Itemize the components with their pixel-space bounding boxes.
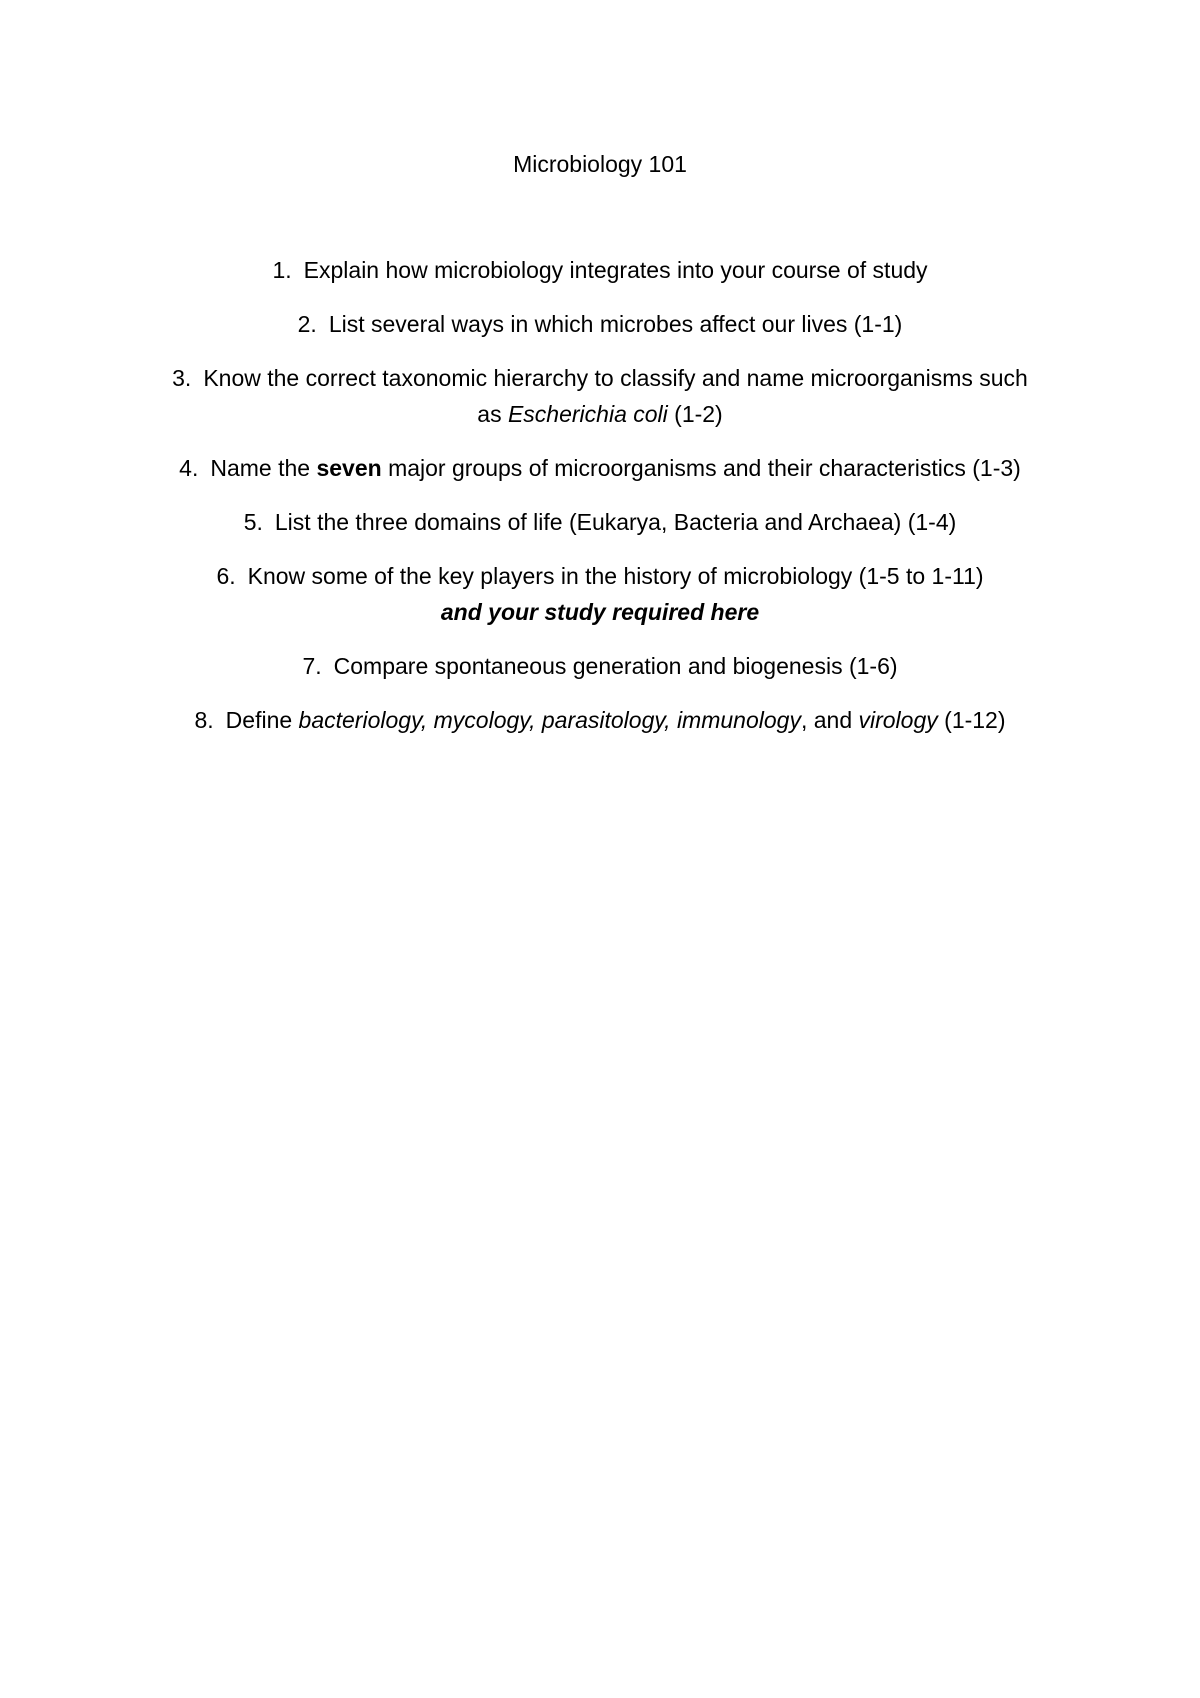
objective-number: 7. <box>302 653 322 679</box>
objective-text: bacteriology, mycology, parasitology, immunology <box>298 707 801 733</box>
objective-number: 6. <box>216 563 236 589</box>
objective-number: 5. <box>243 509 263 535</box>
objective-item <box>160 702 1040 738</box>
objective-text: Define <box>225 707 299 733</box>
objective-item <box>160 648 1040 684</box>
objective-text: Compare spontaneous generation and biogenesis (1-6) <box>333 653 898 679</box>
objective-text: Explain how microbiology integrates into your course of study <box>303 257 928 283</box>
objective-text: List the three domains of life (Eukarya, Bacteria and Archaea) (1-4) <box>274 509 957 535</box>
objective-text: (1-12) <box>937 707 1006 733</box>
objective-item <box>160 252 1040 288</box>
objective-text: Know the correct taxonomic hierarchy to classify and name microorganisms such as <box>203 365 1028 427</box>
document-title: Microbiology 101 <box>513 151 687 177</box>
objective-item <box>160 450 1040 486</box>
objective-item <box>160 504 1040 540</box>
objective-number: 3. <box>172 365 192 391</box>
objective-item <box>160 306 1040 342</box>
objective-number: 4. <box>179 455 199 481</box>
objectives-list <box>160 252 1040 756</box>
objective-text: Name the <box>210 455 317 481</box>
objective-number: 8. <box>194 707 214 733</box>
objective-text: Escherichia coli <box>507 401 668 427</box>
objective-text: (1-2) <box>667 401 723 427</box>
objective-item <box>160 558 1040 630</box>
objective-text: Know some of the key players in the history of microbiology (1-5 to 1-11) <box>247 563 984 589</box>
objective-text: virology <box>858 707 938 733</box>
objective-text: seven <box>316 455 382 481</box>
objective-text: major groups of microorganisms and their characteristics (1-3) <box>381 455 1021 481</box>
objective-number: 2. <box>297 311 317 337</box>
objective-text: and your study required here <box>440 599 760 625</box>
objective-text: , and <box>800 707 859 733</box>
objective-number: 1. <box>272 257 292 283</box>
objective-text: List several ways in which microbes affect our lives (1-1) <box>328 311 903 337</box>
objective-item <box>160 360 1040 432</box>
